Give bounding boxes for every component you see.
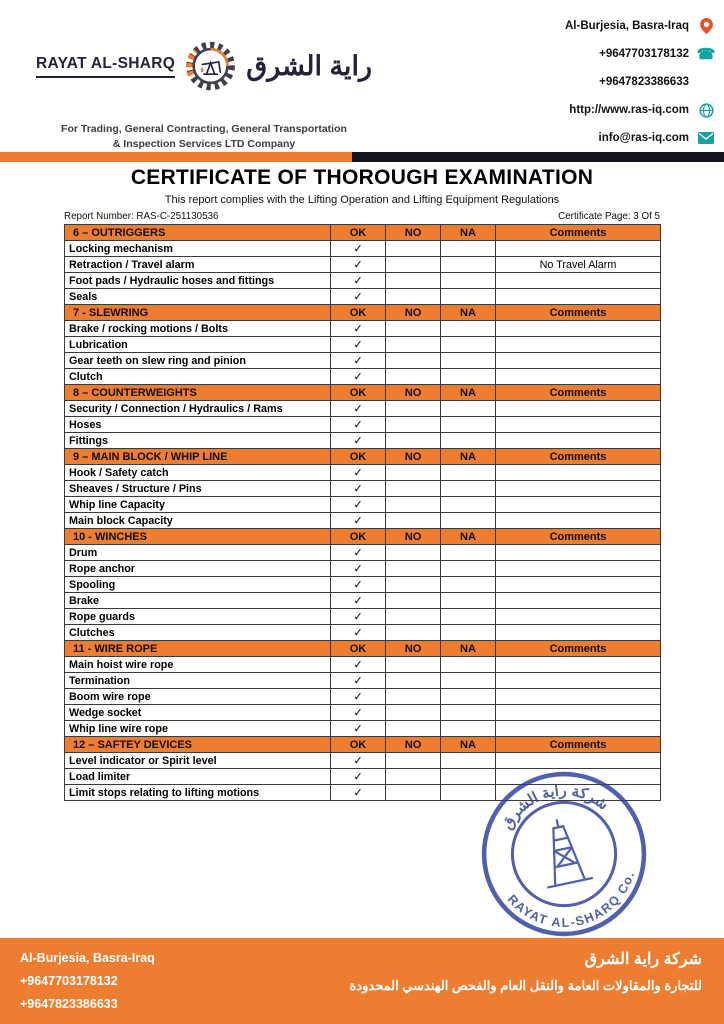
no-cell	[386, 769, 441, 785]
comment-cell	[496, 513, 661, 529]
column-header-no: NO	[386, 225, 441, 241]
no-cell	[386, 561, 441, 577]
na-cell	[441, 561, 496, 577]
checklist-row	[65, 705, 661, 721]
phone1-text: +9647703178132	[599, 48, 689, 60]
comment-cell	[496, 593, 661, 609]
comment-cell	[496, 401, 661, 417]
ok-cell: ✓	[331, 593, 386, 609]
ok-cell: ✓	[331, 337, 386, 353]
item-label: Fittings	[65, 433, 331, 449]
na-cell	[441, 433, 496, 449]
no-cell	[386, 321, 441, 337]
comment-cell	[496, 241, 661, 257]
column-header-comments: Comments	[496, 225, 661, 241]
ok-cell: ✓	[331, 289, 386, 305]
na-cell	[441, 481, 496, 497]
item-label: Load limiter	[65, 769, 331, 785]
item-label: Main block Capacity	[65, 513, 331, 529]
footer-contact	[20, 947, 155, 1016]
na-cell	[441, 673, 496, 689]
checklist-row	[65, 689, 661, 705]
na-cell	[441, 465, 496, 481]
no-cell	[386, 337, 441, 353]
checklist-row	[65, 353, 661, 369]
comment-cell: No Travel Alarm	[496, 257, 661, 273]
column-header-ok: OK	[331, 305, 386, 321]
na-cell	[441, 721, 496, 737]
globe-icon	[696, 103, 716, 118]
checklist-row	[65, 545, 661, 561]
comment-cell	[496, 353, 661, 369]
email-link[interactable]: info@ras-iq.com	[598, 132, 689, 144]
phone2-text: +9647823386633	[599, 76, 689, 88]
ok-cell: ✓	[331, 625, 386, 641]
comment-cell	[496, 545, 661, 561]
section-header-row	[65, 641, 661, 657]
comment-cell	[496, 721, 661, 737]
ok-cell: ✓	[331, 609, 386, 625]
item-label: Level indicator or Spirit level	[65, 753, 331, 769]
no-cell	[386, 625, 441, 641]
page-title: CERTIFICATE OF THOROUGH EXAMINATION	[130, 166, 594, 189]
ok-cell: ✓	[331, 673, 386, 689]
stamp-arabic-text: شركة راية الشرق	[498, 782, 612, 833]
column-header-na: NA	[441, 737, 496, 753]
na-cell	[441, 257, 496, 273]
na-cell	[441, 625, 496, 641]
location-pin-icon	[696, 18, 716, 34]
report-meta-line	[64, 211, 660, 222]
gear-pumpjack-logo-icon	[185, 20, 236, 112]
no-cell	[386, 577, 441, 593]
company-stamp	[462, 752, 666, 956]
column-header-ok: OK	[331, 529, 386, 545]
na-cell	[441, 497, 496, 513]
item-label: Brake	[65, 593, 331, 609]
column-header-ok: OK	[331, 641, 386, 657]
column-header-na: NA	[441, 385, 496, 401]
item-label: Rope guards	[65, 609, 331, 625]
checklist-row	[65, 609, 661, 625]
ok-cell: ✓	[331, 753, 386, 769]
na-cell	[441, 657, 496, 673]
ok-cell: ✓	[331, 577, 386, 593]
comment-cell	[496, 625, 661, 641]
column-header-comments: Comments	[496, 641, 661, 657]
ok-cell: ✓	[331, 513, 386, 529]
comment-cell	[496, 673, 661, 689]
no-cell	[386, 497, 441, 513]
comment-cell	[496, 657, 661, 673]
checklist-row	[65, 241, 661, 257]
no-cell	[386, 609, 441, 625]
no-cell	[386, 593, 441, 609]
comment-cell	[496, 577, 661, 593]
contact-address	[565, 12, 716, 40]
item-label: Seals	[65, 289, 331, 305]
item-label: Spooling	[65, 577, 331, 593]
item-label: Lubrication	[65, 337, 331, 353]
column-header-ok: OK	[331, 449, 386, 465]
certificate-page-number: Certificate Page: 3 Of 5	[558, 211, 660, 222]
column-header-comments: Comments	[496, 385, 661, 401]
column-header-ok: OK	[331, 225, 386, 241]
ok-cell: ✓	[331, 401, 386, 417]
checklist-row	[65, 657, 661, 673]
tagline-line1: For Trading, General Contracting, General Transportation	[61, 123, 347, 135]
na-cell	[441, 401, 496, 417]
ok-cell: ✓	[331, 417, 386, 433]
comment-cell	[496, 609, 661, 625]
ok-cell: ✓	[331, 369, 386, 385]
na-cell	[441, 337, 496, 353]
contact-phone1	[565, 40, 716, 68]
company-name-en: RAYAT AL-SHARQ	[36, 55, 175, 78]
item-label: Locking mechanism	[65, 241, 331, 257]
item-label: Brake / rocking motions / Bolts	[65, 321, 331, 337]
contact-block	[565, 12, 716, 152]
footer-company-ar: شركة راية الشرق	[584, 951, 702, 968]
stamp-derrick-icon	[534, 815, 593, 888]
section-title: 10 - WINCHES	[65, 529, 331, 545]
column-header-ok: OK	[331, 385, 386, 401]
comment-cell	[496, 337, 661, 353]
company-logo	[36, 20, 372, 112]
na-cell	[441, 241, 496, 257]
ok-cell: ✓	[331, 769, 386, 785]
comment-cell	[496, 369, 661, 385]
website-link[interactable]: http://www.ras-iq.com	[569, 104, 689, 116]
na-cell	[441, 513, 496, 529]
item-label: Retraction / Travel alarm	[65, 257, 331, 273]
column-header-no: NO	[386, 449, 441, 465]
checklist-row	[65, 433, 661, 449]
column-header-no: NO	[386, 641, 441, 657]
column-header-no: NO	[386, 305, 441, 321]
ok-cell: ✓	[331, 721, 386, 737]
checklist-row	[65, 513, 661, 529]
no-cell	[386, 353, 441, 369]
footer-address: Al-Burjesia, Basra-Iraq	[20, 951, 155, 965]
item-label: Gear teeth on slew ring and pinion	[65, 353, 331, 369]
na-cell	[441, 609, 496, 625]
comment-cell	[496, 689, 661, 705]
checklist-row	[65, 289, 661, 305]
phone-icon: ☎	[696, 45, 716, 63]
ok-cell: ✓	[331, 353, 386, 369]
section-header-row	[65, 529, 661, 545]
ok-cell: ✓	[331, 321, 386, 337]
ok-cell: ✓	[331, 561, 386, 577]
column-header-comments: Comments	[496, 305, 661, 321]
no-cell	[386, 705, 441, 721]
no-cell	[386, 241, 441, 257]
checklist-table	[64, 224, 661, 801]
divider-orange-segment	[0, 152, 352, 162]
checklist-row	[65, 593, 661, 609]
footer-phone2: +9647823386633	[20, 997, 118, 1012]
section-title: 6 – OUTRIGGERS	[65, 225, 331, 241]
address-text: Al-Burjesia, Basra-Iraq	[565, 20, 689, 32]
column-header-no: NO	[386, 737, 441, 753]
column-header-comments: Comments	[496, 449, 661, 465]
na-cell	[441, 705, 496, 721]
checklist-table-body	[65, 225, 661, 801]
section-title: 9 – MAIN BLOCK / WHIP LINE	[65, 449, 331, 465]
section-title: 8 – COUNTERWEIGHTS	[65, 385, 331, 401]
ok-cell: ✓	[331, 481, 386, 497]
comment-cell	[496, 561, 661, 577]
page-footer	[0, 938, 724, 1024]
header-divider-bar	[0, 152, 724, 162]
comment-cell	[496, 433, 661, 449]
item-label: Rope anchor	[65, 561, 331, 577]
item-label: Whip line wire rope	[65, 721, 331, 737]
item-label: Foot pads / Hydraulic hoses and fittings	[65, 273, 331, 289]
checklist-row	[65, 417, 661, 433]
checklist-row	[65, 401, 661, 417]
checklist-row	[65, 337, 661, 353]
item-label: Termination	[65, 673, 331, 689]
checklist-row	[65, 673, 661, 689]
item-label: Whip line Capacity	[65, 497, 331, 513]
mail-icon	[696, 132, 716, 144]
column-header-no: NO	[386, 529, 441, 545]
no-cell	[386, 545, 441, 561]
na-cell	[441, 353, 496, 369]
section-header-row	[65, 737, 661, 753]
ok-cell: ✓	[331, 545, 386, 561]
ok-cell: ✓	[331, 497, 386, 513]
na-cell	[441, 369, 496, 385]
item-label: Drum	[65, 545, 331, 561]
checklist-row	[65, 497, 661, 513]
item-label: Clutches	[65, 625, 331, 641]
item-label: Main hoist wire rope	[65, 657, 331, 673]
no-cell	[386, 513, 441, 529]
comment-cell	[496, 465, 661, 481]
column-header-na: NA	[441, 529, 496, 545]
no-cell	[386, 289, 441, 305]
ok-cell: ✓	[331, 465, 386, 481]
item-label: Hook / Safety catch	[65, 465, 331, 481]
column-header-na: NA	[441, 449, 496, 465]
footer-phone1: +9647703178132	[20, 974, 118, 989]
checklist-row	[65, 369, 661, 385]
no-cell	[386, 273, 441, 289]
checklist-row	[65, 321, 661, 337]
comment-cell	[496, 273, 661, 289]
contact-email[interactable]	[565, 124, 716, 152]
ok-cell: ✓	[331, 689, 386, 705]
section-title: 7 - SLEWRING	[65, 305, 331, 321]
na-cell	[441, 689, 496, 705]
ok-cell: ✓	[331, 785, 386, 801]
section-header-row	[65, 385, 661, 401]
comment-cell	[496, 417, 661, 433]
no-cell	[386, 417, 441, 433]
na-cell	[441, 577, 496, 593]
no-cell	[386, 689, 441, 705]
contact-phone2	[565, 68, 716, 96]
na-cell	[441, 321, 496, 337]
na-cell	[441, 545, 496, 561]
na-cell	[441, 289, 496, 305]
company-name-ar: راية الشرق	[246, 50, 372, 81]
column-header-no: NO	[386, 385, 441, 401]
footer-description-ar: للتجارة والمقاولات العامة والنقل العام والفحص الهندسي المحدودة	[349, 978, 702, 993]
ok-cell: ✓	[331, 273, 386, 289]
item-label: Limit stops relating to lifting motions	[65, 785, 331, 801]
no-cell	[386, 401, 441, 417]
checklist-row	[65, 561, 661, 577]
stamp-english-text: RAYAT AL-SHARQ Co.	[504, 869, 638, 930]
ok-cell: ✓	[331, 257, 386, 273]
column-header-ok: OK	[331, 737, 386, 753]
column-header-comments: Comments	[496, 529, 661, 545]
column-header-na: NA	[441, 225, 496, 241]
page-subtitle: This report complies with the Lifting Operation and Lifting Equipment Regulations	[164, 194, 560, 206]
no-cell	[386, 753, 441, 769]
no-cell	[386, 465, 441, 481]
item-label: Hoses	[65, 417, 331, 433]
item-label: Security / Connection / Hydraulics / Rams	[65, 401, 331, 417]
ok-cell: ✓	[331, 657, 386, 673]
checklist-row	[65, 625, 661, 641]
checklist-row	[65, 481, 661, 497]
column-header-comments: Comments	[496, 737, 661, 753]
report-number: Report Number: RAS-C-251130536	[64, 211, 219, 222]
checklist-row	[65, 577, 661, 593]
section-header-row	[65, 449, 661, 465]
comment-cell	[496, 497, 661, 513]
item-label: Wedge socket	[65, 705, 331, 721]
na-cell	[441, 273, 496, 289]
comment-cell	[496, 321, 661, 337]
no-cell	[386, 721, 441, 737]
section-header-row	[65, 225, 661, 241]
checklist-row	[65, 721, 661, 737]
na-cell	[441, 593, 496, 609]
divider-dark-segment	[352, 152, 724, 162]
item-label: Boom wire rope	[65, 689, 331, 705]
no-cell	[386, 257, 441, 273]
section-title: 11 - WIRE ROPE	[65, 641, 331, 657]
no-cell	[386, 433, 441, 449]
contact-website[interactable]	[565, 96, 716, 124]
comment-cell	[496, 289, 661, 305]
column-header-na: NA	[441, 305, 496, 321]
checklist-row	[65, 273, 661, 289]
item-label: Sheaves / Structure / Pins	[65, 481, 331, 497]
tagline-line2: & Inspection Services LTD Company	[112, 138, 296, 151]
no-cell	[386, 481, 441, 497]
ok-cell: ✓	[331, 241, 386, 257]
ok-cell: ✓	[331, 433, 386, 449]
checklist-row	[65, 257, 661, 273]
checklist-row	[65, 465, 661, 481]
section-title: 12 – SAFTEY DEVICES	[65, 737, 331, 753]
comment-cell	[496, 481, 661, 497]
na-cell	[441, 417, 496, 433]
company-tagline	[26, 122, 382, 152]
comment-cell	[496, 705, 661, 721]
section-header-row	[65, 305, 661, 321]
no-cell	[386, 673, 441, 689]
na-cell	[441, 753, 496, 769]
ok-cell: ✓	[331, 705, 386, 721]
footer-arabic-block	[350, 949, 703, 994]
item-label: Clutch	[65, 369, 331, 385]
no-cell	[386, 369, 441, 385]
no-cell	[386, 657, 441, 673]
no-cell	[386, 785, 441, 801]
column-header-na: NA	[441, 641, 496, 657]
